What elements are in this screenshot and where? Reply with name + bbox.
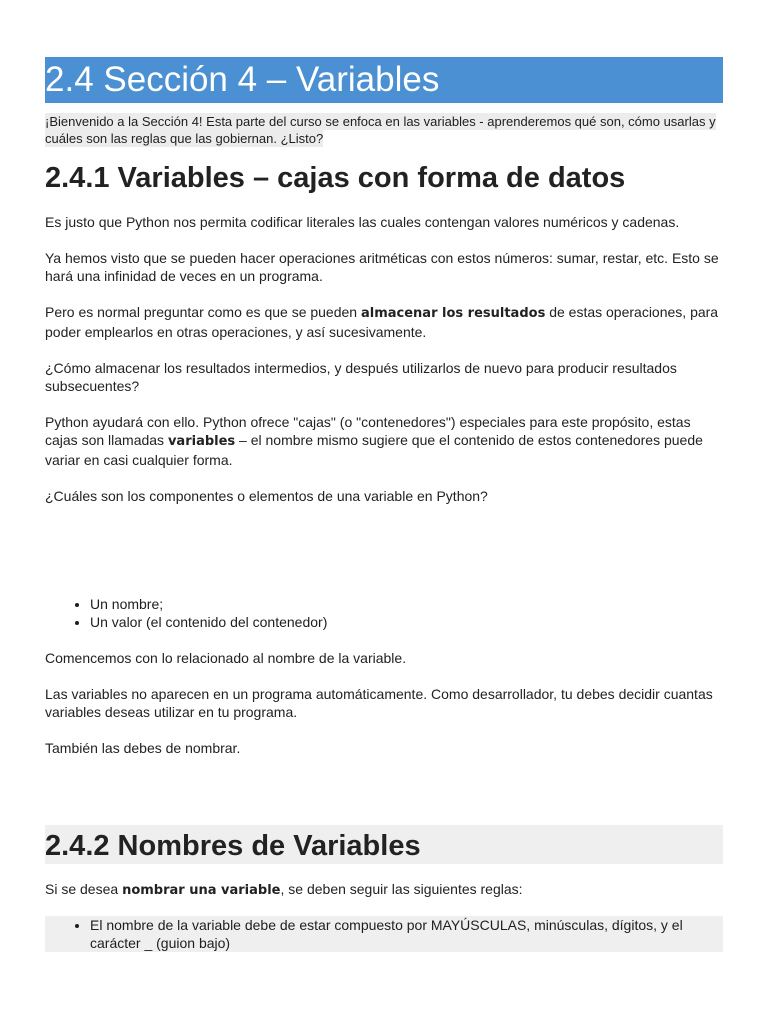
paragraph: ¿Cómo almacenar los resultados intermedios, y después utilizarlos de nuevo para producir resultados subsecuentes? [45,360,677,394]
intro-text: ¡Bienvenido a la Sección 4! Esta parte del curso se enfoca en las variables - aprenderemos qué son, cómo usarlas y cuáles son las reglas que las gobiernan. ¿Listo? [45,114,716,146]
list-item: • Un valor (el contenido del contenedor) [90,613,723,631]
paragraph-text: – el nombre mismo sugiere que el contenido de estos contenedores puede variar en casi cualquier forma. [45,432,703,468]
paragraph: Comencemos con lo relacionado al nombre de la variable. [45,650,407,666]
paragraph-text: Pero es normal preguntar como es que se pueden [45,304,361,320]
paragraph [45,303,723,341]
paragraph: Es justo que Python nos permita codificar literales las cuales contengan valores numéricos y cadenas. [45,214,680,230]
list-item: • Un nombre; [90,595,723,613]
rules-list [45,916,723,952]
bold-text: almacenar los resultados [360,306,546,321]
section-2-heading: 2.4.2 Nombres de Variables [45,830,421,862]
document-page [45,57,723,952]
paragraph-text: Si se desea [45,881,123,897]
paragraph-text: Python ayudará con ello. Python ofrece "cajas" (o "contenedores") especiales para este propósito, estas cajas son llamadas [45,414,691,448]
paragraph [45,880,723,900]
paragraph-text: , se deben seguir las siguientes reglas: [280,881,523,897]
section-1-heading: 2.4.1 Variables – cajas con forma de datos [45,162,626,194]
bold-text: nombrar una variable [122,883,281,898]
list-item: • El nombre de la variable debe de estar compuesto por MAYÚSCULAS, minúsculas, dígitos, y el carácter _ (guion bajo) [90,916,723,952]
components-list [45,595,723,631]
paragraph: También las debes de nombrar. [45,740,241,756]
paragraph: Las variables no aparecen en un programa automáticamente. Como desarrollador, tu debes decidir cuantas variables deseas utilizar en tu programa. [45,686,713,720]
paragraph: Ya hemos visto que se pueden hacer operaciones aritméticas con estos números: sumar, restar, etc. Esto se hará una infinidad de veces en un programa. [45,250,719,284]
page-title: 2.4 Sección 4 – Variables [45,57,723,103]
bold-text: variables [167,434,236,449]
paragraph [45,413,723,469]
intro-container [45,113,723,147]
section-2-heading-block [45,825,723,864]
paragraph: ¿Cuáles son los componentes o elementos de una variable en Python? [45,488,488,504]
paragraph-text: de estas operaciones, para poder emplearlos en otras operaciones, y así sucesivamente. [45,304,719,340]
